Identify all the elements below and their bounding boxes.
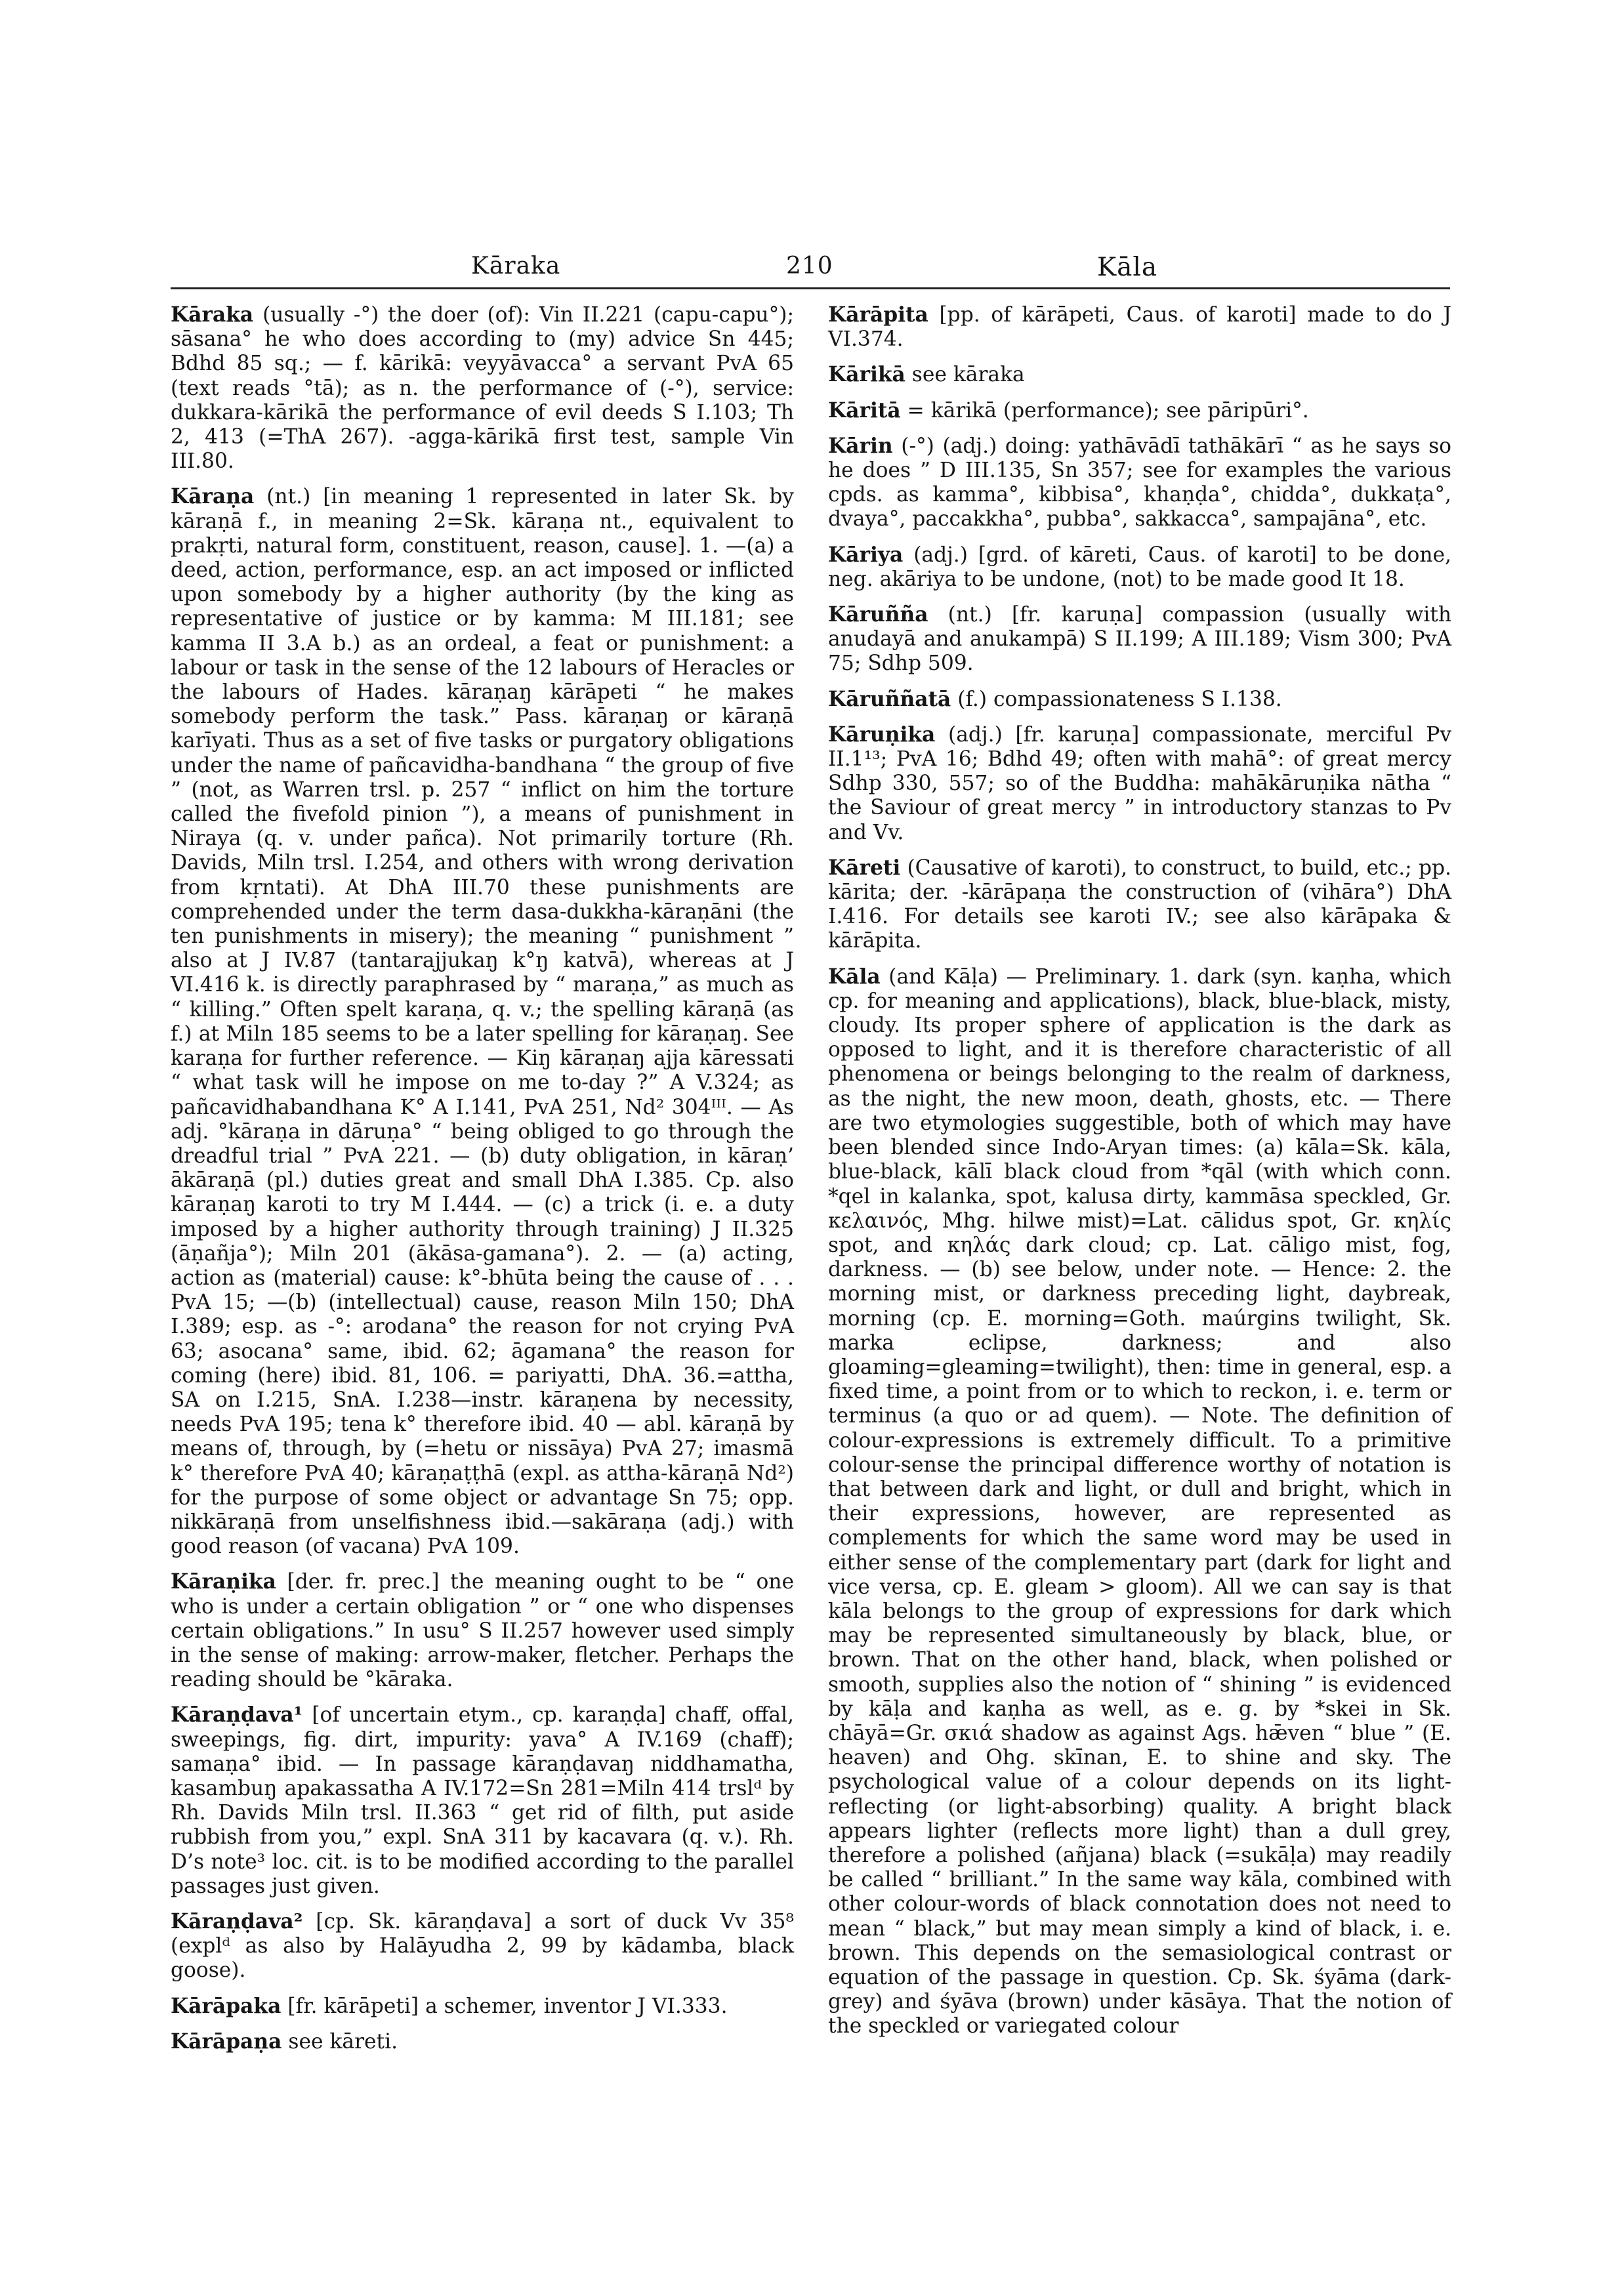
entry-body: [of uncertain etym., cp. karaṇḍa] chaff, offal, sweepings, fig. dirt, impurity: yava° A IV.169 (chaff); samaṇa° ibid. — In passage kāraṇḍavaŋ niddhamatha, kasambuŋ apakassatha A IV.172=Sn 281=Miln 414 trslᵈ by Rh. Davids Miln trsl. II.363 “ get rid of filth, put aside rubbish from you,” expl. SnA 311 by kacavara (q. v.). Rh. D’s note³ loc. cit. is to be modified according to the parallel passages just given.	[171, 1703, 794, 1898]
page-number: 210	[786, 253, 833, 279]
entry-headword: Kāruñña	[828, 603, 928, 627]
entry-headword: Kārāpaka	[171, 1994, 281, 2018]
dictionary-entry	[171, 303, 794, 474]
dictionary-entry	[171, 1910, 794, 1983]
dictionary-entry	[828, 603, 1451, 676]
entry-headword: Kāraṇa	[171, 485, 255, 509]
entry-body: see kāraka	[905, 363, 1025, 387]
entry-body: (f.) compassionateness S I.138.	[951, 687, 1282, 711]
dictionary-entry	[171, 1703, 794, 1899]
entry-headword: Kāraka	[171, 303, 254, 327]
entry-body: [fr. kārāpeti] a schemer, inventor J VI.333.	[281, 1994, 728, 2018]
entry-body: (nt.) [fr. karuṇa] compassion (usually with anudayā and anukampā) S II.199; A III.189; Vism 300; PvA 75; Sdhp 509.	[828, 603, 1451, 676]
dictionary-entry	[171, 2030, 794, 2054]
dictionary-entry	[828, 303, 1451, 352]
entry-body: see kāreti.	[281, 2029, 398, 2054]
right-column	[828, 303, 1451, 2050]
entry-body: (adj.) [grd. of kāreti, Caus. of karoti] to be done, neg. akāriya to be undone, (not) to be made good It 18.	[828, 543, 1451, 591]
dictionary-entry	[828, 363, 1451, 387]
dictionary-entry	[171, 485, 794, 1559]
dictionary-entry	[828, 543, 1451, 592]
entry-headword: Kāruṇika	[828, 722, 936, 747]
header-rule	[171, 287, 1450, 289]
entry-body: (Causative of karoti), to construct, to build, etc.; pp. kārita; der. -kārāpaṇa the construction of (vihāra°) DhA I.416. For details see karoti IV.; see also kārāpaka & kārāpita.	[828, 856, 1451, 953]
entry-body: (adj.) [fr. karuṇa] compassionate, merciful Pv II.1¹³; PvA 16; Bdhd 49; often with mahā°: of great mercy Sdhp 330, 557; so of the Buddha: mahākāruṇika nātha “ the Saviour of great mercy ” in introductory stanzas to Pv and Vv.	[828, 722, 1451, 844]
entry-headword: Kāreti	[828, 856, 901, 880]
entry-headword: Kāraṇḍava²	[171, 1910, 303, 1933]
dictionary-entry	[828, 688, 1451, 712]
entry-headword: Kārāpita	[828, 303, 928, 327]
dictionary-entry	[828, 399, 1451, 423]
entry-body: (nt.) [in meaning 1 represented in later Sk. by kāraṇā f., in meaning 2=Sk. kāraṇa nt., equivalent to prakṛti, natural form, constituent, reason, cause]. 1. —(a) a deed, action, performance, esp. an act imposed or inflicted upon somebody by a higher authority (by the king as representative of justice or by kamma: M III.181; see kamma II 3.A b.) as an ordeal, a feat or punishment: a labour or task in the sense of the 12 labours of Heracles or the labours of Hades. kāraṇaŋ kārāpeti “ he makes somebody perform the task.” Pass. kāraṇaŋ or kāraṇā karīyati. Thus as a set of five tasks or purgatory obligations under the name of pañcavidha-bandhana “ the group of five ” (not, as Warren trsl. p. 257 “ inflict on him the torture called the fivefold pinion ”), a means of punishment in Niraya (q. v. under pañca). Not primarily torture (Rh. Davids, Miln trsl. I.254, and others with wrong derivation from kṛntati). At DhA III.70 these punishments are comprehended under the term dasa-dukkha-kāraṇāni (the ten punishments in misery); the meaning “ punishment ” also at J IV.87 (tantarajjukaŋ k°ŋ katvā), whereas at J VI.416 k. is directly paraphrased by “ maraṇa,” as much as “ killing.” Often spelt karaṇa, q. v.; the spelling kāraṇā (as f.) at Miln 185 seems to be a later spelling for kāraṇaŋ. See karaṇa for further reference. — Kiŋ kāraṇaŋ ajja kāressati “ what task will he impose on me to-day ?” A V.324; as pañcavidhabandhana K° A I.141, PvA 251, Nd² 304ᴵᴵᴵ. — As adj. °kāraṇa in dāruṇa° “ being obliged to go through the dreadful trial ” PvA 221. — (b) duty obligation, in kāraṇ’ ākāraṇā (pl.) duties great and small DhA I.385. Cp. also kāraṇaŋ karoti to try M I.444. — (c) a trick (i. e. a duty imposed by a higher authority through training) J II.325 (āṇañja°); Miln 201 (ākāsa-gamana°). 2. — (a) acting, action as (material) cause: k°-bhūta being the cause of . . . PvA 15; —(b) (intellectual) cause, reason Miln 150; DhA I.389; esp. as -°: arodana° the reason for not crying PvA 63; asocana° same, ibid. 62; āgamana° the reason for coming (here) ibid. 81, 106. = pariyatti, DhA. 36.=attha, SA on I.215, SnA. I.238—instr. kāraṇena by necessity, needs PvA 195; tena k° therefore ibid. 40 — abl. kāraṇā by means of, through, by (=hetu or nissāya) PvA 27; imasmā k° therefore PvA 40; kāraṇaṭṭhā (expl. as attha-kāraṇā Nd²) for the purpose of some object or advantage Sn 75; opp. nikkāraṇā from unselfishness ibid.—sakāraṇa (adj.) with good reason (of vacana) PvA 109.	[171, 485, 794, 1559]
entry-headword: Kāruññatā	[828, 687, 951, 711]
dictionary-entry	[171, 1995, 794, 2019]
entry-headword: Kāritā	[828, 398, 901, 423]
entry-headword: Kārāpaṇa	[171, 2029, 282, 2054]
dictionary-entry	[828, 434, 1451, 532]
entry-body: (and Kāḷa) — Preliminary. 1. dark (syn. kaṇha, which cp. for meaning and applications), black, blue-black, misty, cloudy. Its proper sphere of application is the dark as opposed to light, and it is therefore characteristic of all phenomena or beings belonging to the realm of darkness, as the night, the new moon, death, ghosts, etc. — There are two etymologies suggestible, both of which may have been blended since Indo-Aryan times: (a) kāla=Sk. kāla, blue-black, kālī black cloud from *qāl (with which conn. *qel in kalanka, spot, kalusa dirty, kammāsa speckled, Gr. κελαινός, Mhg. hilwe mist)=Lat. cālidus spot, Gr. κηλίς spot, and κηλάς dark cloud; cp. Lat. cāligo mist, fog, darkness. — (b) see below, under note. — Hence: 2. the morning mist, or darkness preceding light, daybreak, morning (cp. E. morning=Goth. maúrgins twilight, Sk. marka eclipse, darkness; and also gloaming=gleaming=twilight), then: time in general, esp. a fixed time, a point from or to which to reckon, i. e. term or terminus (a quo or ad quem). — Note. The definition of colour-expressions is extremely difficult. To a primitive colour-sense the principal difference worthy of notation is that between dark and light, or dull and bright, which in their expressions, however, are represented as complements for which the same word may be used in either sense of the complementary part (dark for light and vice versa, cp. E. gleam > gloom). All we can say is that kāla belongs to the group of expressions for dark which may be represented simultaneously by black, blue, or brown. That on the other hand, black, when polished or smooth, supplies also the notion of “ shining ” is evidenced by kāḷa and kaṇha as well, as e. g. by *skei in Sk. chāyā=Gr. σκιά shadow as against Ags. hǣven “ blue ” (E. heaven) and Ohg. skīnan, E. to shine and sky. The psychological value of a colour depends on its light-reflecting (or light-absorbing) quality. A bright black appears lighter (reflects more light) than a dull grey, therefore a polished (añjana) black (=sukāḷa) may readily be called “ brilliant.” In the same way kāla, combined with other colour-words of black connotation does not need to mean “ black,” but may mean simply a kind of black, i. e. brown. This depends on the semasiological contrast or equation of the passage in question. Cp. Sk. śyāma (dark-grey) and śyāva (brown) under kāsāya. That the notion of the speckled or variegated colour	[828, 964, 1451, 2038]
entry-headword: Kāla	[828, 964, 881, 989]
running-head-left: Kāraka	[471, 253, 561, 279]
dictionary-entry	[828, 723, 1451, 845]
entry-headword: Kārikā	[828, 363, 906, 387]
left-column	[171, 303, 794, 2065]
entry-headword: Kāriya	[828, 543, 904, 567]
entry-body: [pp. of kārāpeti, Caus. of karoti] made to do J VI.374.	[828, 303, 1451, 352]
entry-headword: Kārin	[828, 434, 893, 458]
entry-body: [der. fr. prec.] the meaning ought to be “ one who is under a certain obligation ” or “ one who dispenses certain obligations.” In usu° S II.257 however used simply in the sense of making: arrow-maker, fletcher. Perhaps the reading should be °kāraka.	[171, 1570, 794, 1692]
entry-body: (-°) (adj.) doing: yathāvādī tathākārī “ as he says so he does ” D III.135, Sn 357; see for examples the various cpds. as kamma°, kibbisa°, khaṇḍa°, chidda°, dukkaṭa°, dvaya°, paccakkha°, pubba°, sakkacca°, sampajāna°, etc.	[828, 434, 1451, 531]
entry-headword: Kāraṇḍava¹	[171, 1703, 303, 1727]
dictionary-entry	[171, 1570, 794, 1692]
dictionary-entry	[828, 856, 1451, 954]
entry-body: (usually -°) the doer (of): Vin II.221 (capu-capu°); sāsana° he who does according to (my) advice Sn 445; Bdhd 85 sq.; — f. kārikā: veyyāvacca° a servant PvA 65 (text reads °tā); as n. the performance of (-°), service: dukkara-kārikā the performance of evil deeds S I.103; Th 2, 413 (=ThA 267). -agga-kārikā first test, sample Vin III.80.	[171, 303, 794, 474]
entry-body: = kārikā (performance); see pāripūri°.	[900, 398, 1309, 423]
running-head-right: Kāla	[1097, 253, 1158, 282]
dictionary-entry	[828, 965, 1451, 2039]
entry-body: [cp. Sk. kāraṇḍava] a sort of duck Vv 35⁸ (explᵈ as also by Halāyudha 2, 99 by kādamba, black goose).	[171, 1910, 794, 1983]
entry-headword: Kāraṇika	[171, 1570, 276, 1594]
